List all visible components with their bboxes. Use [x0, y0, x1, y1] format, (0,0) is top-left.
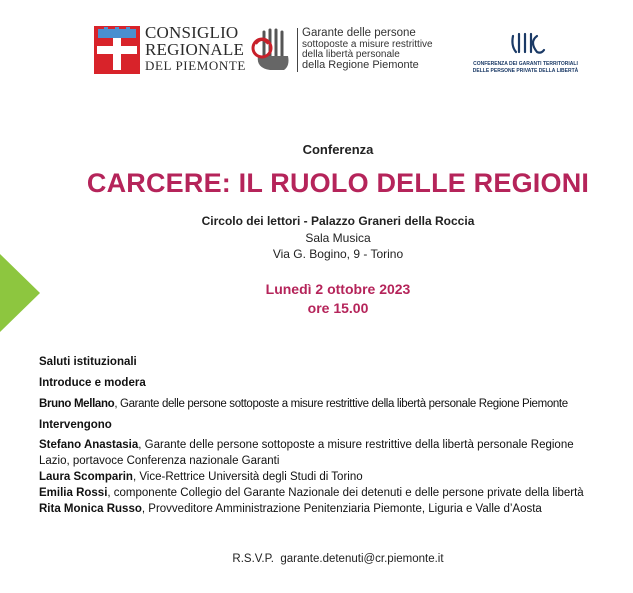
moderator-role: , Garante delle persone sottoposte a misure restrittive della libertà personale Regione Piemonte [114, 398, 568, 410]
conferenza-logo-line2: DELLE PERSONE PRIVATE DELLA LIBERTÀ [472, 68, 579, 74]
conferenza-garanti-logo-icon [507, 30, 547, 60]
speaker-name: Emilia Rossi [39, 487, 108, 499]
speaker-role-continued: Lazio, portavoce Conferenza nazionale Garanti [39, 455, 280, 467]
event-date: Lunedì 2 ottobre 2023 [265, 281, 411, 297]
introduce-heading: Introduce e modera [39, 377, 146, 389]
event-type: Conferenza [302, 142, 374, 157]
event-title: CARCERE: IL RUOLO DELLE REGIONI [86, 168, 590, 198]
speaker-name: Stefano Anastasia [39, 439, 139, 451]
speaker-entry [39, 504, 542, 516]
speaker-role: , componente Collegio del Garante Nazionale dei detenuti e delle persone private della libertà [107, 487, 584, 499]
consiglio-logo-line1: CONSIGLIO [145, 23, 239, 42]
speaker-name: Rita Monica Russo [39, 503, 142, 515]
venue-room: Sala Musica [305, 231, 371, 245]
intervengono-heading: Intervengono [39, 419, 112, 431]
venue-address: Via G. Bogino, 9 - Torino [272, 247, 404, 261]
speaker-entry [39, 440, 574, 452]
speaker-role: , Vice-Rettrice Università degli Studi di Torino [132, 471, 363, 483]
conferenza-logo-line1: CONFERENZA DEI GARANTI TERRITORIALI [473, 61, 578, 67]
rsvp-contact: R.S.V.P. garante.detenuti@cr.piemonte.it [232, 553, 444, 565]
speaker-entry [39, 488, 584, 500]
moderator-entry [39, 399, 568, 411]
moderator-name: Bruno Mellano [39, 398, 115, 410]
piemonte-coat-of-arms-icon [94, 26, 140, 74]
garante-logo-line4: della Regione Piemonte [302, 59, 419, 71]
saluti-heading: Saluti istituzionali [39, 356, 137, 368]
speaker-name: Laura Scomparin [39, 471, 133, 483]
speaker-role: , Provveditore Amministrazione Penitenziaria Piemonte, Liguria e Valle d’Aosta [141, 503, 542, 515]
garante-logo-line2: sottoposte a misure restrittive [302, 39, 433, 50]
garante-hands-icon [250, 26, 296, 72]
garante-divider [297, 28, 298, 72]
consiglio-logo-line3: DEL PIEMONTE [145, 58, 246, 73]
speaker-role: , Garante delle persone sottoposte a misure restrittive della libertà personale Regione [138, 439, 574, 451]
garante-logo-line1: Garante delle persone [302, 27, 416, 39]
event-time: ore 15.00 [307, 300, 369, 316]
garante-logo-line3: della libertà personale [302, 49, 400, 60]
consiglio-logo-line2: REGIONALE [145, 40, 245, 59]
speaker-entry [39, 472, 363, 484]
venue-name: Circolo dei lettori - Palazzo Graneri della Roccia [201, 214, 475, 228]
